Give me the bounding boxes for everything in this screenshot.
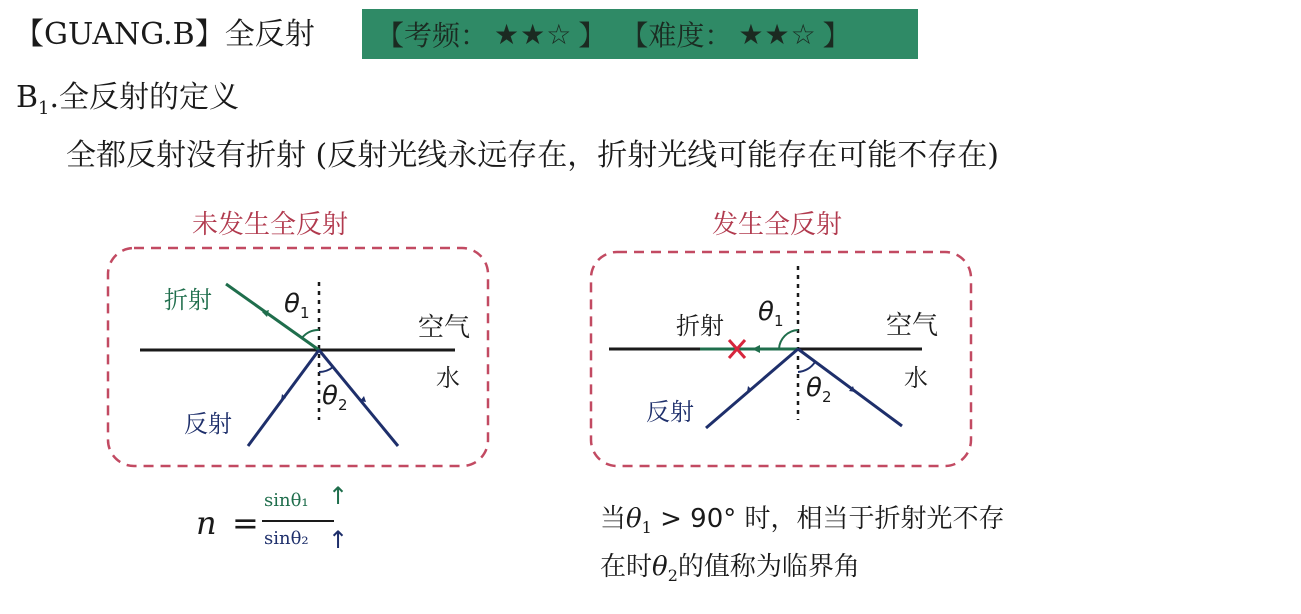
critical-theta: θ bbox=[652, 552, 668, 582]
left-medium-air: 空气 bbox=[418, 313, 471, 343]
right-angle2-sub: 2 bbox=[822, 388, 832, 406]
critical-text: 在 bbox=[600, 552, 627, 582]
critical-angle-line2 bbox=[600, 546, 860, 585]
right-refraction-label: 折射 bbox=[676, 312, 724, 340]
difficulty-close: 】 bbox=[822, 19, 851, 52]
right-diagram-title: 发生全反射 bbox=[712, 210, 843, 240]
frequency-close: 】 bbox=[578, 19, 607, 52]
right-medium-air: 空气 bbox=[886, 311, 939, 341]
left-angle2-arc bbox=[319, 367, 333, 372]
critical-text: 当 bbox=[600, 504, 627, 534]
formula-n: n bbox=[196, 504, 217, 542]
refraction-index-formula bbox=[196, 482, 356, 560]
formula-numerator: sinθ₁ bbox=[264, 490, 309, 511]
frequency-stars: ★★☆ bbox=[494, 17, 573, 51]
section-subscript: 1 bbox=[38, 98, 50, 119]
right-angle1-symbol: θ bbox=[758, 297, 774, 327]
difficulty-label: 【难度： bbox=[620, 19, 733, 52]
right-reflection-ray bbox=[706, 349, 798, 428]
formula-fraction-bar bbox=[262, 520, 334, 522]
right-dashed-frame bbox=[591, 252, 971, 466]
left-angle1-sub: 1 bbox=[300, 304, 310, 322]
right-angle2-symbol: θ bbox=[806, 373, 822, 403]
formula-denominator: sinθ₂ bbox=[264, 528, 309, 549]
right-angle1-sub: 1 bbox=[774, 312, 784, 330]
left-angle2-symbol: θ bbox=[322, 381, 338, 411]
right-reflection-label: 反射 bbox=[646, 398, 694, 426]
formula-equals: = bbox=[232, 504, 259, 542]
frequency-label: 【考频： bbox=[376, 19, 489, 52]
section-title-text: .全反射的定义 bbox=[49, 80, 240, 115]
right-diagram bbox=[591, 252, 971, 466]
left-diagram bbox=[108, 248, 488, 466]
formula-up-arrow-icon: ↑ bbox=[328, 526, 349, 554]
header-title: 【GUANG.B】全反射 bbox=[14, 17, 315, 52]
left-reflection-label: 反射 bbox=[184, 410, 232, 438]
critical-text: 时 bbox=[626, 552, 653, 582]
left-diagram-title: 未发生全反射 bbox=[192, 210, 349, 240]
right-refraction-arrow bbox=[752, 345, 760, 353]
left-refraction-label: 折射 bbox=[164, 286, 212, 314]
critical-text: 的值称为临界角 bbox=[677, 552, 860, 582]
right-medium-water: 水 bbox=[904, 364, 928, 392]
difficulty-stars: ★★☆ bbox=[738, 17, 817, 51]
critical-sub1: 1 bbox=[641, 518, 652, 538]
critical-angle-line1 bbox=[600, 498, 1005, 537]
left-medium-water: 水 bbox=[436, 364, 460, 392]
left-angle2-sub: 2 bbox=[338, 396, 348, 414]
critical-text: > 90° 时，相当于折射光不存 bbox=[651, 504, 1005, 534]
definition-text: 全都反射没有折射 (反射光线永远存在，折射光线可能存在可能不存在) bbox=[66, 138, 999, 173]
left-angle1-symbol: θ bbox=[284, 289, 300, 319]
left-dashed-frame bbox=[108, 248, 488, 466]
right-angle2-arc bbox=[798, 362, 815, 372]
formula-up-arrow-icon: ↑ bbox=[328, 482, 349, 510]
right-angle1-arc bbox=[779, 330, 798, 349]
left-angle1-arc bbox=[302, 330, 319, 338]
critical-theta: θ bbox=[626, 504, 642, 534]
critical-sub2: 2 bbox=[667, 566, 678, 586]
section-prefix: B bbox=[16, 80, 39, 115]
